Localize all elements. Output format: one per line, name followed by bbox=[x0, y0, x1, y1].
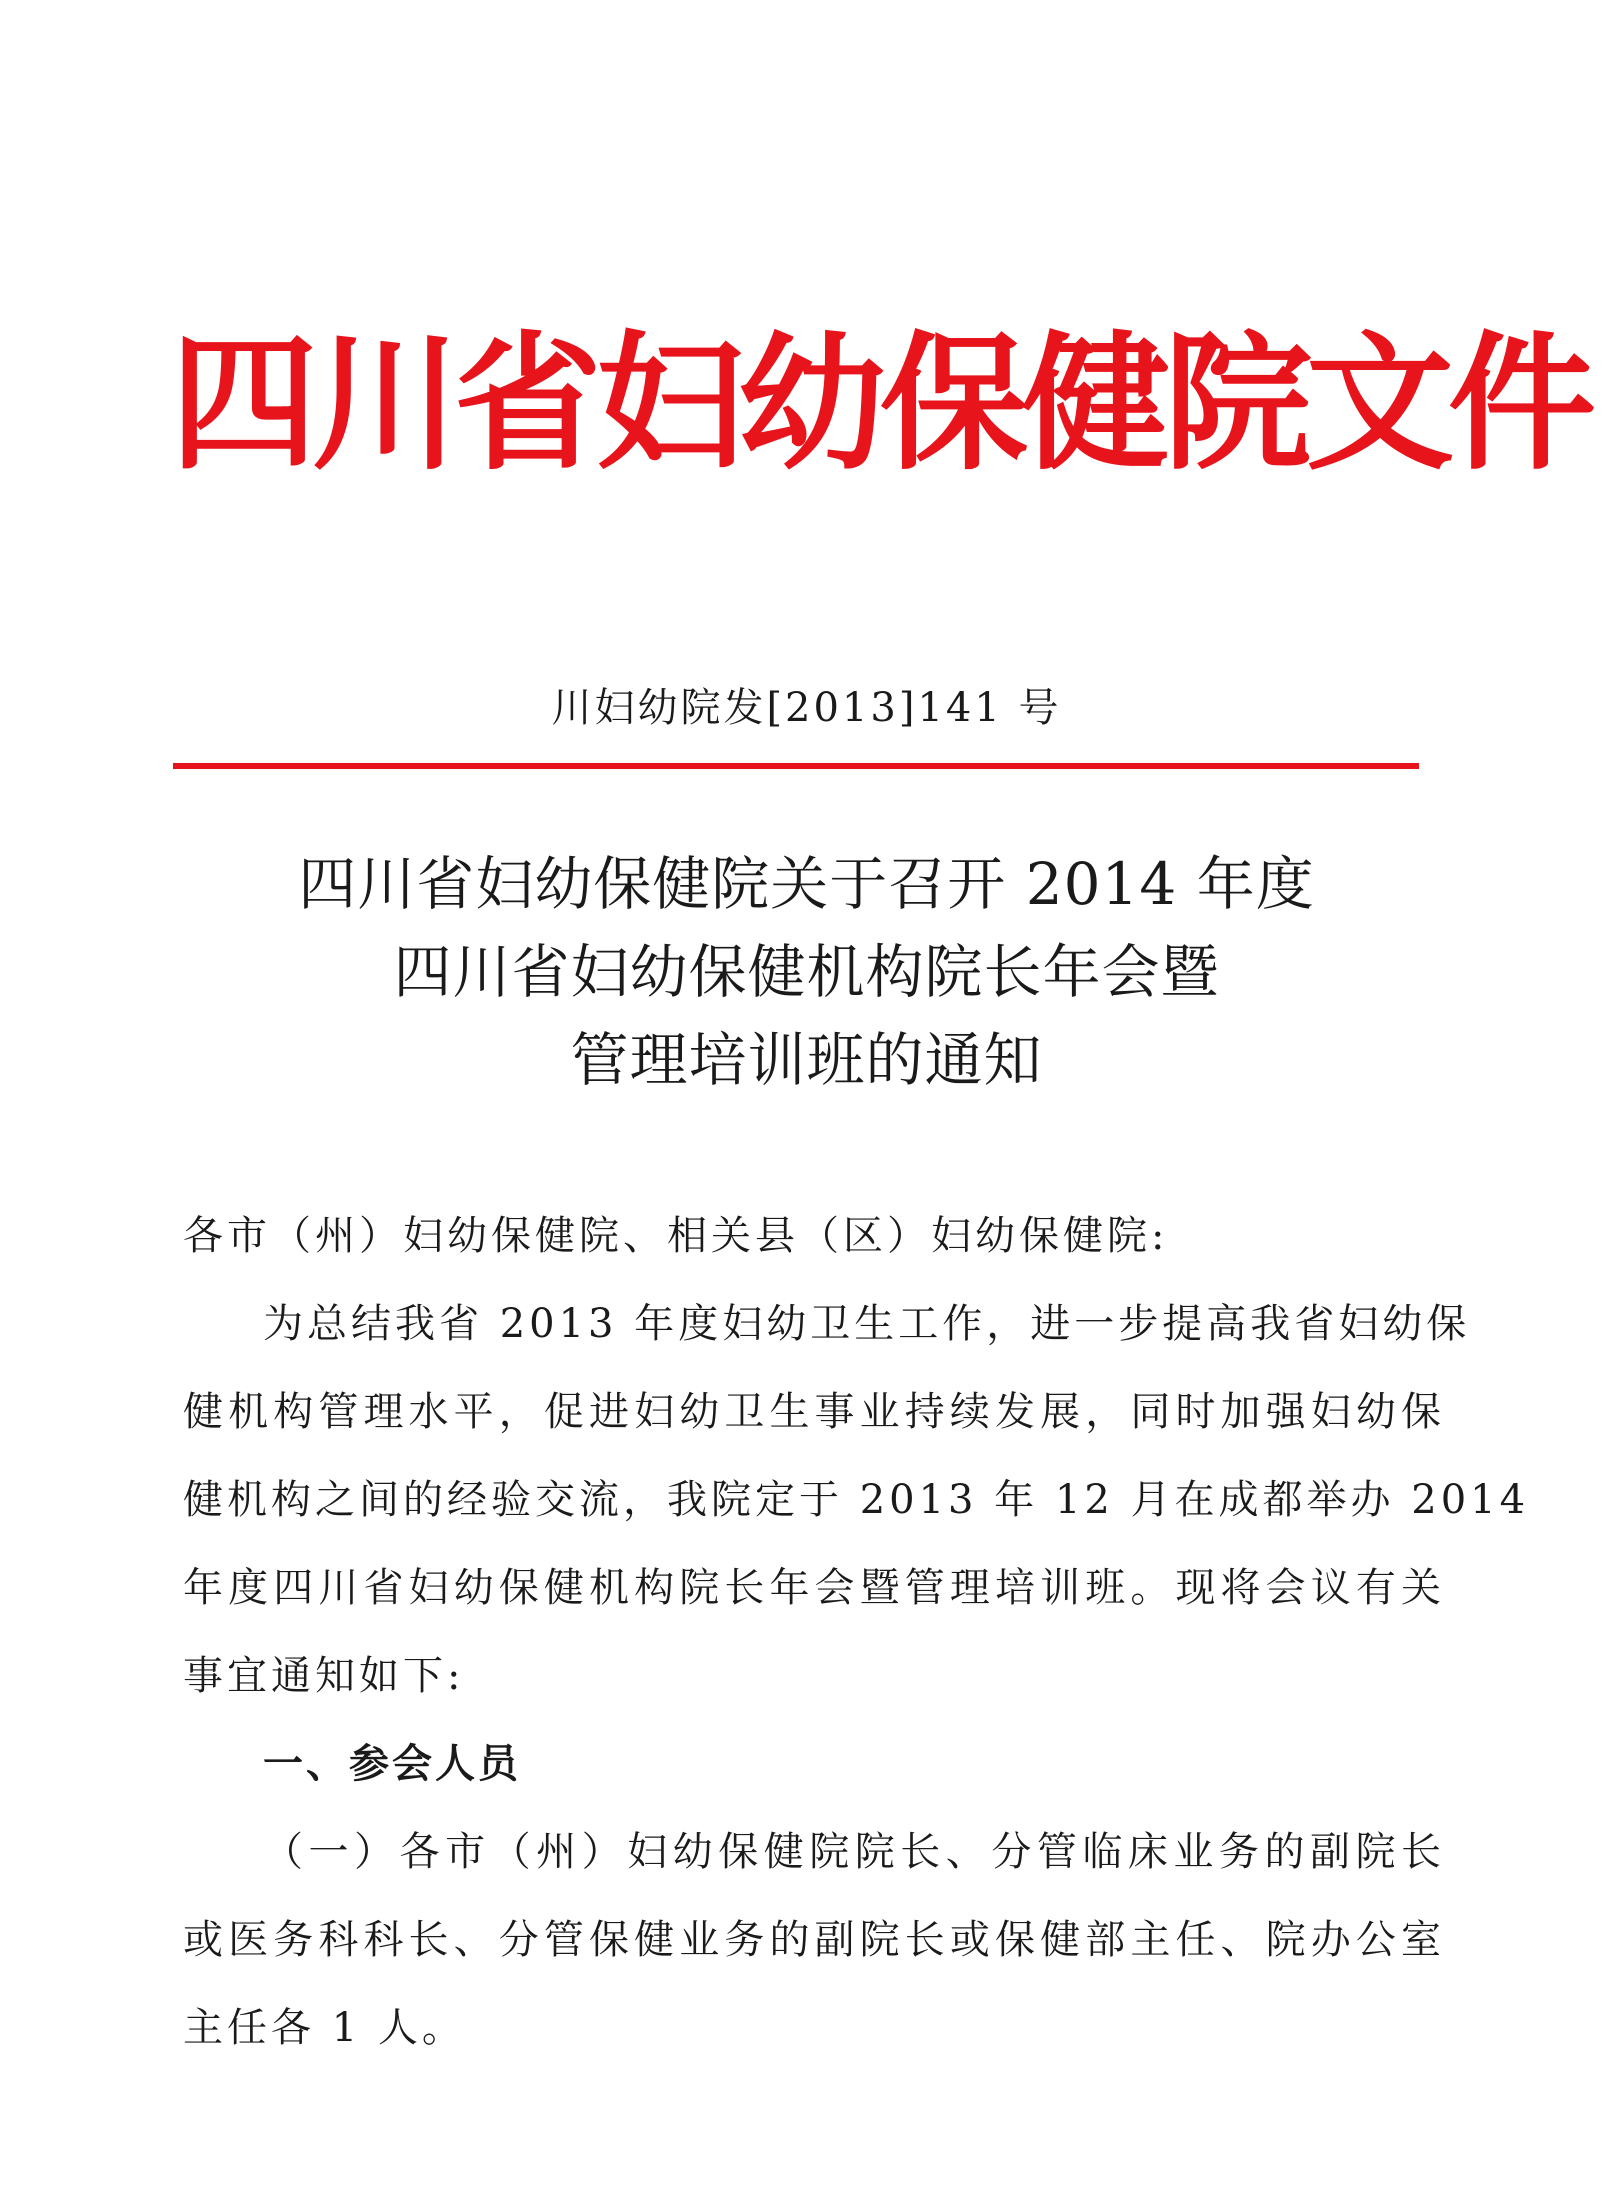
item-line: （一）各市（州）妇幼保健院院长、分管临床业务的副院长 bbox=[263, 1829, 1445, 1875]
salutation: 各市（州）妇幼保健院、相关县（区）妇幼保健院: bbox=[183, 1213, 1169, 1259]
paragraph-line: 年度四川省妇幼保健机构院长年会暨管理培训班。现将会议有关 bbox=[183, 1565, 1445, 1611]
document-number: 川妇幼院发[2013]141 号 bbox=[551, 685, 1062, 731]
paragraph-line: 事宜通知如下: bbox=[183, 1653, 465, 1699]
paragraph-line: 健机构之间的经验交流，我院定于 2013 年 12 月在成都举办 2014 bbox=[183, 1477, 1530, 1523]
title-line: 四川省妇幼保健院关于召开 2014 年度 bbox=[298, 850, 1315, 918]
item-line: 或医务科科长、分管保健业务的副院长或保健部主任、院办公室 bbox=[183, 1917, 1445, 1963]
title-line: 管理培训班的通知 bbox=[570, 1026, 1043, 1094]
title-line: 四川省妇幼保健机构院长年会暨 bbox=[393, 938, 1220, 1006]
paragraph-line: 为总结我省 2013 年度妇幼卫生工作，进一步提高我省妇幼保 bbox=[263, 1301, 1471, 1347]
red-separator-line bbox=[173, 763, 1419, 769]
paragraph-line: 健机构管理水平，促进妇幼卫生事业持续发展，同时加强妇幼保 bbox=[183, 1389, 1445, 1435]
item-line: 主任各 1 人。 bbox=[183, 2005, 466, 2051]
section-heading: 一、参会人员 bbox=[263, 1741, 521, 1787]
notice-body bbox=[183, 1192, 1530, 2072]
notice-title bbox=[0, 840, 1613, 1104]
red-header-title: 四川省妇幼保健院文件 bbox=[170, 318, 1590, 490]
